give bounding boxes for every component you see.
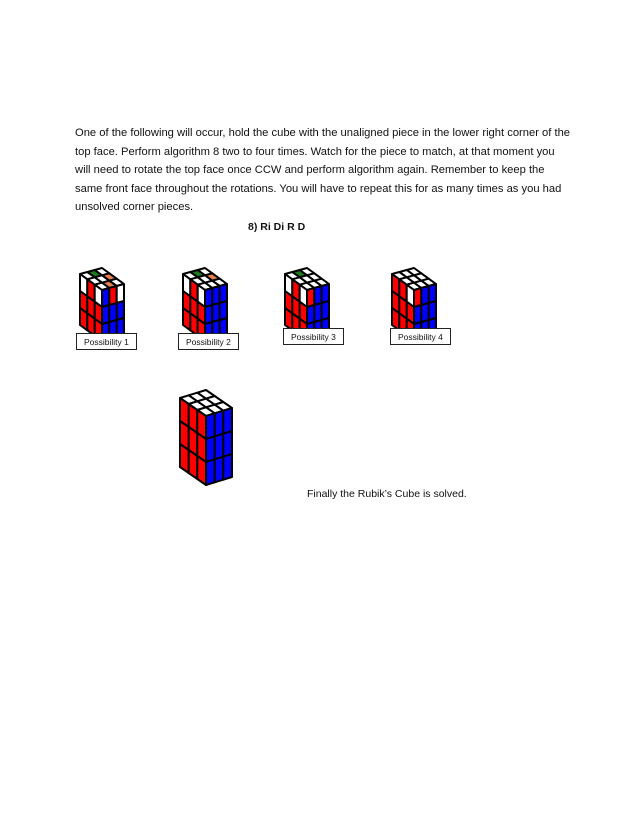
right-sticker [223,408,232,434]
front-sticker [180,444,189,473]
right-sticker [322,301,329,320]
possibility-1-label: Possibility 1 [76,333,137,350]
front-sticker [197,456,206,485]
right-sticker [109,303,116,322]
right-sticker [421,303,428,322]
front-sticker [183,308,190,330]
right-sticker [421,286,428,305]
right-sticker [215,457,224,483]
right-sticker [414,305,421,324]
cube-possibility-2-drawing [183,252,275,342]
possibility-3-label: Possibility 3 [283,328,344,345]
right-sticker [117,301,124,320]
right-sticker [307,305,314,324]
right-sticker [307,288,314,307]
possibility-2-label: Possibility 2 [178,333,239,350]
right-sticker [429,284,436,303]
solved-caption: Finally the Rubik’s Cube is solved. [307,488,467,500]
cube-solved-drawing [180,368,298,496]
cube-possibility-1-drawing [80,252,172,342]
right-sticker [212,286,219,305]
instructions-paragraph: One of the following will occur, hold the cube with the unaligned piece in the lower right corner of the top face. Perform algorithm 8 two to four times. Watch for the piece to match, at that moment you will need to rotate the top face once CCW and perform algorithm again. Remember to keep the same front face throughout the rotations. You will have to repeat this for as many times as you had unsolved corner pieces. [75,127,571,213]
front-sticker [392,308,399,330]
right-sticker [223,454,232,480]
front-sticker [80,308,87,330]
right-sticker [102,288,109,307]
right-sticker [220,301,227,320]
right-sticker [206,459,215,485]
right-sticker [205,288,212,307]
right-sticker [322,284,329,303]
front-sticker [189,450,198,479]
right-sticker [206,436,215,462]
cube-possibility-1 [80,252,172,342]
cube-solved [180,368,298,496]
right-sticker [109,286,116,305]
right-sticker [223,431,232,457]
possibility-4-label: Possibility 4 [390,328,451,345]
right-sticker [414,288,421,307]
cube-possibility-2 [183,252,275,342]
right-sticker [314,303,321,322]
right-sticker [212,303,219,322]
right-sticker [215,411,224,437]
right-sticker [429,301,436,320]
right-sticker [220,284,227,303]
right-sticker [117,284,124,303]
right-sticker [102,305,109,324]
right-sticker [205,305,212,324]
right-sticker [314,286,321,305]
front-sticker [285,308,292,330]
right-sticker [215,434,224,460]
algorithm-heading: 8) Ri Di R D [248,221,306,233]
right-sticker [206,413,215,439]
